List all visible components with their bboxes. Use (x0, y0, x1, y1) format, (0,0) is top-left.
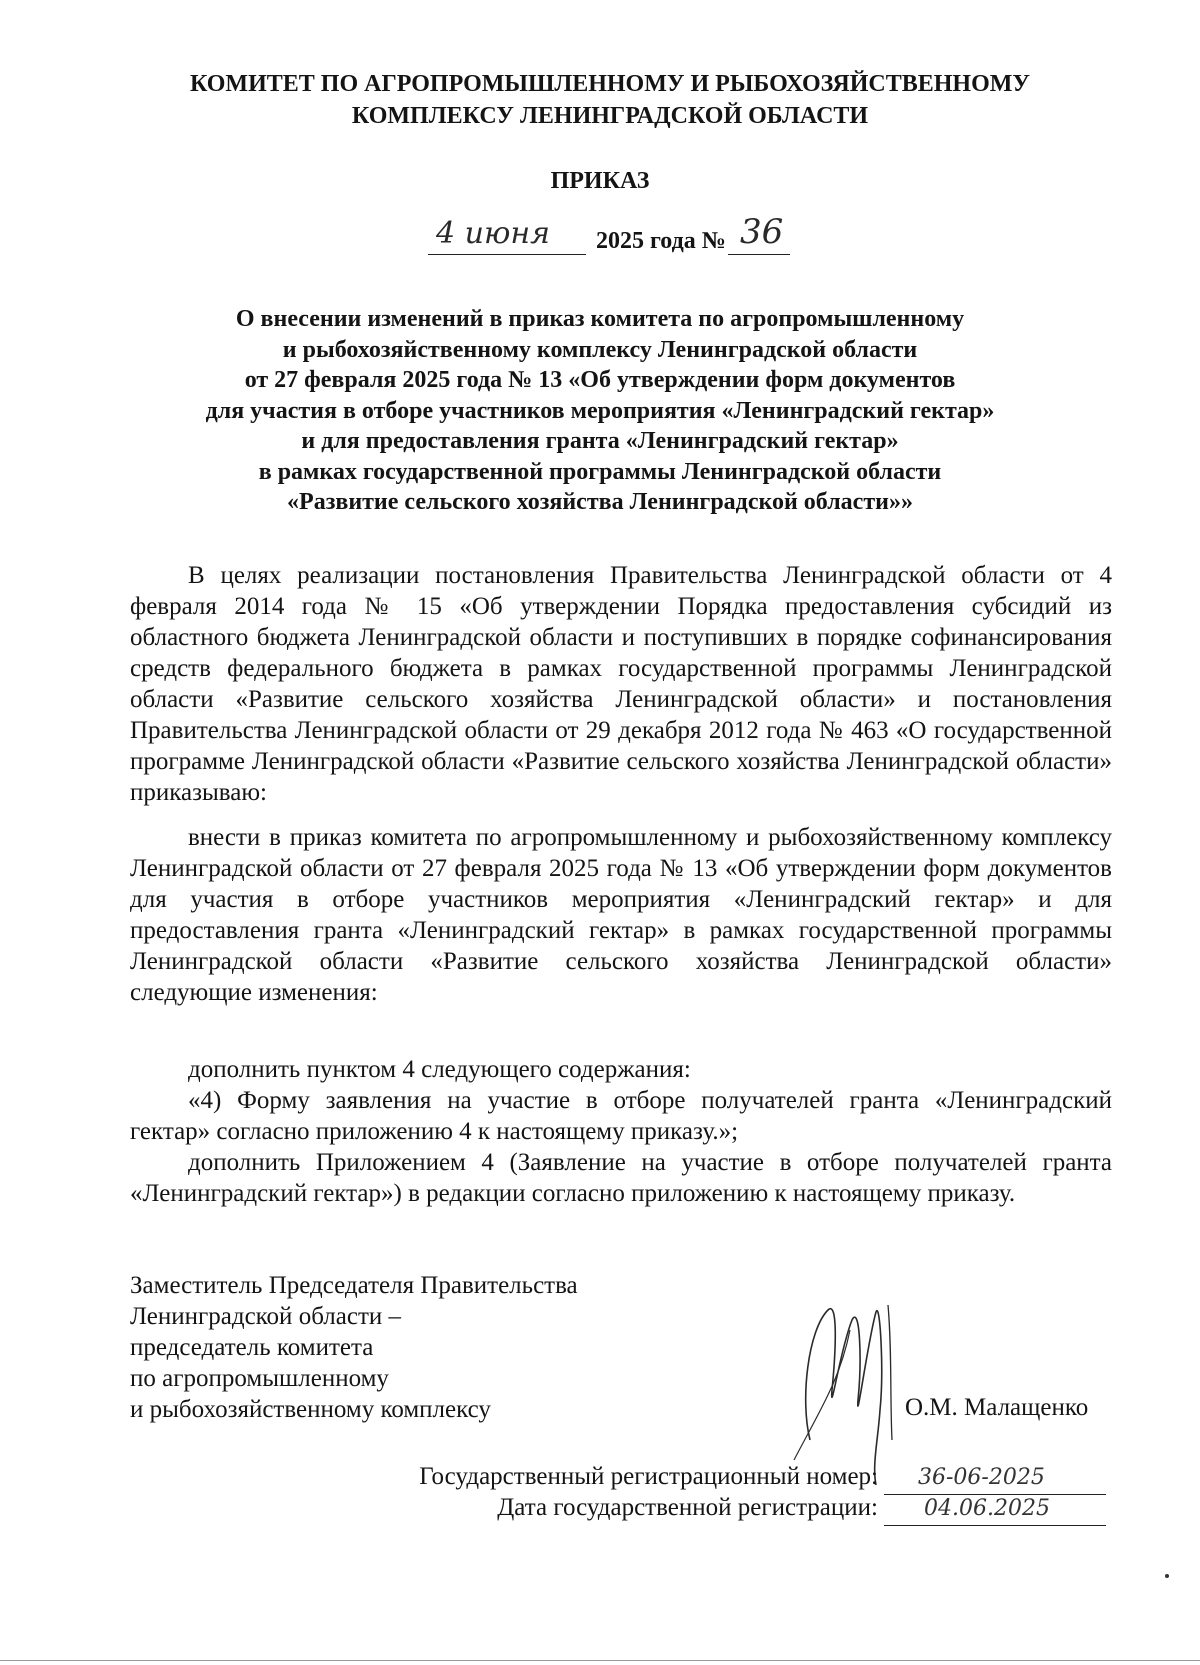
title-line: и для предоставления гранта «Ленинградский гектар» (301, 428, 899, 454)
signer-position (130, 1270, 650, 1425)
registration-number-value: 36-06-2025 (918, 1465, 1045, 1490)
handwritten-order-number: 36 (740, 212, 784, 252)
issuer-header-line-2: КОМПЛЕКСУ ЛЕНИНГРАДСКОЙ ОБЛАСТИ (351, 103, 869, 129)
registration-number-underline (884, 1494, 1106, 1495)
preamble-block (130, 560, 1112, 808)
title-line: для участия в отборе участников мероприятия «Ленинградский гектар» (205, 397, 995, 424)
registration-date-label: Дата государственной регистрации: (497, 1494, 878, 1521)
directive-block (130, 822, 1112, 1008)
handwritten-signature (780, 1290, 920, 1490)
amendments-block (130, 1054, 1112, 1209)
amendment-item-2: дополнить Приложением 4 (Заявление на участие в отборе получателей гранта «Ленинградский гектар») в редакции согласно приложению к настоящему приказу. (130, 1149, 1112, 1207)
signer-position-line: председатель комитета (130, 1334, 374, 1361)
signer-position-line: Ленинградской области – (130, 1303, 402, 1330)
document-type-label: ПРИКАЗ (550, 168, 650, 194)
issuer-header-line-1: КОМИТЕТ ПО АГРОПРОМЫШЛЕННОМУ И РЫБОХОЗЯЙСТВЕННОМУ (189, 71, 1031, 97)
title-line: от 27 февраля 2025 года № 13 «Об утверждении форм документов (244, 367, 956, 393)
amendment-item-1-text: «4) Форму заявления на участие в отборе получателей гранта «Ленинградский гектар» согласно приложению 4 к настоящему приказу.»; (130, 1087, 1112, 1145)
signer-position-line: Заместитель Председателя Правительства (130, 1272, 578, 1299)
page-bottom-edge (0, 1660, 1200, 1661)
scan-speck (1165, 1574, 1169, 1578)
signer-name: О.М. Малащенко (905, 1394, 1089, 1421)
order-date-line (428, 214, 858, 260)
directive-paragraph: внести в приказ комитета по агропромышленному и рыбохозяйственному комплексу Ленинградской области от 27 февраля 2025 года № 13 «Об утверждении форм документов для участия в отборе участников мероприятия «Ленинградский гектар» и для предоставления гранта «Ленинградский гектар» в рамках государственной программы Ленинградской области «Развитие сельского хозяйства Ленинградской области» следующие изменения: (130, 824, 1112, 1006)
amendment-item-1: дополнить пунктом 4 следующего содержания: (188, 1056, 691, 1083)
order-title (130, 304, 1070, 518)
order-year-text: 2025 года № (596, 228, 726, 254)
number-underline (728, 254, 790, 255)
title-line: «Развитие сельского хозяйства Ленинградской области»» (287, 489, 913, 515)
issuer-header (120, 68, 1100, 132)
registration-date-underline (884, 1525, 1106, 1526)
registration-date-value: 04.06.2025 (924, 1496, 1050, 1521)
preamble-paragraph: В целях реализации постановления Правительства Ленинградской области от 4 февраля 2014 года № 15 «Об утверждении Порядка предоставления субсидий из областного бюджета Ленинградской области и поступивших в порядке софинансирования средств федерального бюджета в рамках государственной программы Ленинградской области «Развитие сельского хозяйства Ленинградской области» и постановления Правительства Ленинградской области от 29 декабря 2012 года № 463 «О государственной программе Ленинградской области «Развитие сельского хозяйства Ленинградской области» приказываю: (130, 562, 1112, 806)
date-underline (428, 254, 586, 255)
handwritten-date: 4 июня (436, 216, 550, 251)
signer-position-line: по агропромышленному (130, 1365, 389, 1392)
title-line: в рамках государственной программы Ленинградской области (258, 458, 942, 485)
title-line: и рыбохозяйственному комплексу Ленинградской области (282, 336, 918, 363)
registration-number-label: Государственный регистрационный номер: (419, 1463, 878, 1490)
title-line: О внесении изменений в приказ комитета по агропромышленному (235, 306, 965, 332)
signer-position-line: и рыбохозяйственному комплексу (130, 1396, 491, 1423)
